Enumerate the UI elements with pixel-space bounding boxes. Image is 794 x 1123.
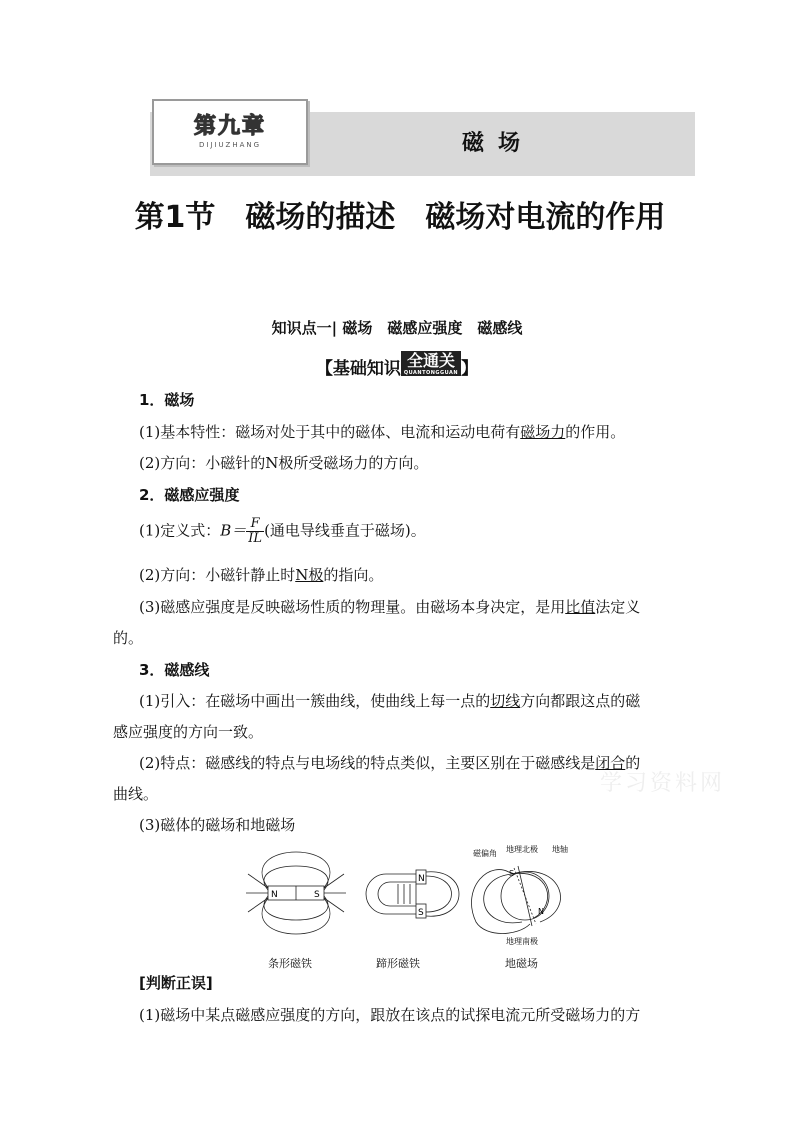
underlined-term: 比值 [565, 598, 596, 616]
basic-knowledge-tag-text: 全通关 [406, 351, 455, 370]
formula-fraction [246, 517, 264, 546]
geo-north-label: 地理北极 [506, 845, 538, 854]
underlined-term: 磁场力 [520, 423, 566, 441]
magnetic-field-figure [240, 838, 590, 953]
caption-horseshoe-magnet: 蹄形磁铁 [376, 957, 420, 970]
bar-n-label: N [271, 890, 278, 900]
caption-bar-magnet: 条形磁铁 [268, 957, 312, 970]
declination-label: 磁偏角 [473, 849, 497, 858]
text: (1)引入：在磁场中画出一簇曲线，使曲线上每一点的 [139, 692, 491, 710]
text: 方向都跟这点的磁 [520, 692, 641, 710]
knowledge-point-title: 知识点一| 磁场 磁感应强度 磁感线 [271, 319, 523, 337]
text: (通电导线垂直于磁场)。 [264, 521, 426, 540]
text: 法定义 [595, 598, 641, 616]
heading-field-lines: 3．磁感线 [139, 661, 210, 679]
basic-knowledge-heading [0, 351, 794, 379]
judge-heading: [判断正误] [139, 974, 213, 992]
para-induction-nature-cont: 的。 [113, 629, 144, 647]
heading-magnetic-field: 1．磁场 [139, 391, 195, 409]
bar-magnet-diagram [246, 852, 346, 934]
horseshoe-magnet-diagram [366, 870, 459, 918]
para-introduction [139, 690, 640, 712]
para-magnet-fields: (3)磁体的磁场和地磁场 [139, 816, 296, 834]
geo-south-label: 地理南极 [506, 937, 538, 946]
text: (1)基本特性：磁场对处于其中的磁体、电流和运动电荷有 [139, 423, 521, 441]
para-induction-nature [139, 596, 640, 618]
earth-n-label: N [538, 907, 544, 916]
bar-s-label: S [314, 890, 320, 900]
watermark: 学习资料网 [600, 771, 726, 796]
axis-label: 地轴 [552, 845, 568, 854]
text: 的指向。 [323, 566, 384, 584]
fraction-denominator: IL [248, 531, 263, 546]
basic-knowledge-tag-pinyin: QUANTONGGUAN [403, 370, 459, 376]
para-introduction-cont: 感应强度的方向一致。 [113, 723, 264, 741]
chapter-pinyin: DIJIUZHANG [198, 141, 262, 149]
para-definition [139, 517, 426, 546]
basic-knowledge-tag [401, 351, 461, 376]
underlined-term: 闭合 [595, 754, 626, 772]
underlined-term: 切线 [490, 692, 521, 710]
formula-lhs: B＝ [220, 521, 247, 540]
judge-item-1: (1)磁场中某点磁感应强度的方向，跟放在该点的试探电流元所受磁场力的方 [139, 1006, 641, 1024]
horseshoe-n-label: N [418, 874, 425, 884]
earth-field-diagram [471, 866, 560, 934]
text: (2)特点：磁感线的特点与电场线的特点类似，主要区别在于磁感线是 [139, 754, 596, 772]
text: (1)定义式： [139, 521, 221, 540]
basic-knowledge-suffix: 】 [461, 359, 479, 379]
caption-earth-field: 地磁场 [505, 957, 538, 970]
para-direction: (2)方向：小磁针的N极所受磁场力的方向。 [139, 454, 429, 472]
underlined-term: N极 [295, 566, 324, 584]
para-basic-property [139, 421, 625, 443]
text: (2)方向：小磁针静止时 [139, 566, 296, 584]
earth-s-label: S [509, 869, 515, 878]
text: 的作用。 [565, 423, 626, 441]
horseshoe-s-label: S [418, 908, 424, 918]
text: 的 [625, 754, 641, 772]
chapter-label: 第九章 [193, 114, 266, 139]
chapter-title: 磁场 [462, 130, 535, 156]
section-title: 第1节 磁场的描述 磁场对电流的作用 [134, 200, 666, 235]
fraction-numerator: F [246, 517, 264, 532]
text: (3)磁感应强度是反映磁场性质的物理量。由磁场本身决定，是用 [139, 598, 566, 616]
para-features-cont: 曲线。 [113, 785, 159, 803]
para-features [139, 752, 640, 774]
chapter-badge [152, 99, 308, 165]
para-induction-direction [139, 564, 383, 586]
basic-knowledge-prefix: 【基础知识 [315, 359, 401, 379]
heading-induction: 2．磁感应强度 [139, 486, 240, 504]
